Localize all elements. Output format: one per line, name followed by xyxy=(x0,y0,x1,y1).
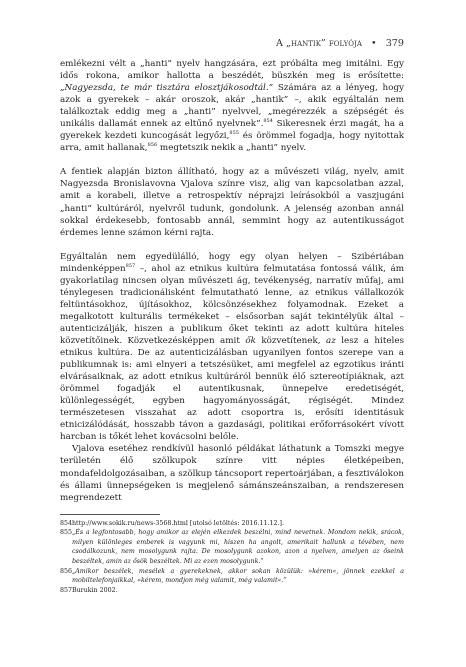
text-segment: megtetszik nekik a „hanti” nyelv. xyxy=(157,143,307,154)
footnote-number: 857 xyxy=(60,586,73,594)
footnote-856 xyxy=(60,567,404,586)
header-title: „hantik” folyója xyxy=(286,38,362,49)
footnote-855 xyxy=(60,528,404,566)
text-segment: közvetítenek, xyxy=(255,335,326,346)
paragraph-gap xyxy=(60,239,404,251)
paragraph-3 xyxy=(60,251,404,444)
text-segment: Burukin 2002. xyxy=(72,586,118,594)
italic-text: „Nagyezsda, te már tisztára elosztjákosodtál.” xyxy=(60,83,274,94)
italic-text: „Amikor beszélek, mesélek a gyerekeknek, akkor sokan közülük: »kérem«, jönnek ezekkel a mobiltelefonjaikkal, »kérem, mondjon még valamit, még valamit«.” xyxy=(72,567,404,585)
paragraph-2 xyxy=(60,166,404,238)
text-segment: A fentiek alapján bizton állítható, hogy az a művészeti világ, nyelv, amit Nagyezsda Bronislavovna Vjalova színre visz, alig van kapcsolatban azzal, amit a korabeli, illetve a retrospektív néprajzi leírásokból a vaszjugáni „hanti” kultúráról, nyelvről tudunk, gondolunk. A jelenség azonban annál sokkal érdekesebb, fontosabb annál, semmint hogy az autentikusságot érdemes lenne számon kérni rajta. xyxy=(60,167,404,238)
italic-text: „És a legfontosabb, hogy amikor az elején elkezdek beszélni, mind nevetnek. Mondom nekik, srácok, milyen különleges emberek is vagyunk mi, hiszen ha angolt, amerikait hallunk a tévében, nem csodálkozunk, nem mosolygunk rajta. De mosolygunk azokon, azon a nyelven, amelyen az őseink beszéltek, amin az ősök beszéltek. Mi az ezen mosolygunk.” xyxy=(72,529,404,566)
footnote-ref: 856 xyxy=(147,142,158,149)
text-segment: emlékezni vélt a „hanti” nyelv hangzására, ezt próbálta meg imitálni. Egy idős rokona, amikor hallotta a beszédét, büszkén meg is erősítette: xyxy=(60,59,404,82)
italic-text: az xyxy=(325,335,336,346)
footnote-rule xyxy=(60,514,160,515)
footnote-number: 854 xyxy=(60,519,73,527)
footnote-ref: 854 xyxy=(263,118,273,125)
paragraph-4 xyxy=(60,443,404,503)
page-body xyxy=(60,58,404,595)
text-segment: Vjalova esetéhez rendkívül hasonló példákat láthatunk a Tomszki megye területén élő szölkupok színre vitt népies életképeiben, mondafeldolgozásaiban, a szölkup táncsoport repertoárjában, a fesztiválokon és állami ünnepségeken is megjelenő sámánszeánszaiban, a rendszeresen megrendezett xyxy=(60,444,404,503)
header-title-prefix: A xyxy=(276,38,283,49)
footnote-number: 855 xyxy=(60,529,73,537)
footnote-ref: 855 xyxy=(229,130,239,137)
paragraph-1 xyxy=(60,58,404,154)
footnote-ref: 857 xyxy=(125,262,136,269)
footnote-number: 856 xyxy=(60,567,73,575)
running-header xyxy=(60,38,404,49)
footnote-854 xyxy=(60,519,404,529)
text-segment: http://www.sokik.ru/news-3568.html [utolsó letöltés: 2016.11.12.]. xyxy=(72,519,284,527)
text-segment: Számára az a lényeg, hogy azok a gyerekek – akár oroszok, akár „hantik” –, akik egyáltalán nem találkoztak eddig meg a „hanti” nyelvvel, „megérezzék a szépségét és unikális dallamát ennek az eltűnő nyelvnek”. xyxy=(60,83,404,130)
page-number: 379 xyxy=(385,38,404,49)
footnote-857 xyxy=(60,586,404,596)
header-separator: • xyxy=(370,38,377,49)
text-segment: Sikeresnek érzi magát, ha a gyerekek kezdeti kuncogását legyőzi, xyxy=(60,119,404,142)
text-segment: és örömmel fogadja, hogy nyitottak arra, amit hallanak, xyxy=(60,131,404,154)
text-segment: Egyáltalán nem egyedülálló, hogy egy olyan helyen – Szibériában mindenképpen xyxy=(60,251,404,274)
italic-text: ők xyxy=(245,335,256,346)
paragraph-gap xyxy=(60,154,404,166)
text-segment: –, ahol az etnikus kultúra felmutatása fontossá válik, ám gyakorlatilag nincsen olyan művészeti ág, tevékenység, narratív műfaj, ami ténylegesen tradicionálisként felmutatható lenne, az etnikus vállalkozók feltüntásokhoz, újításokhoz, kölcsönzésekhez folyamodnak. Ezeket a megalkotott kulturális termékeket – elsősorban saját tekintélyük által – autenticizálják, hiszen a publikum őket tekinti az adott kultúra hiteles közvetítőinek. Közvetkezésképpen amit xyxy=(60,263,404,346)
footnotes xyxy=(60,519,404,596)
text-segment: lesz a hiteles etnikus kultúra. De az autenticizálásban ugyanilyen fontos szerepe van a publikumnak is: ami elnyeri a tetszésüket, ami megfelel az egzotikus iránti elvárásaiknak, az adott etnikus kultúráról bennük élő sztereotípiáknak, azt örömmel fogadják el autentikusnak, ünnepelve eredetiségét, különlegességét, egyben hagyományosságát, régiségét. Mindez természetesen visszahat az adott csoportra is, erősíti identitásuk etnicizálódását, hosszabb távon a gazdasági, politikai erőforrásokért vívott harcban is tőkét lehet kovácsolni belőle. xyxy=(60,335,405,443)
